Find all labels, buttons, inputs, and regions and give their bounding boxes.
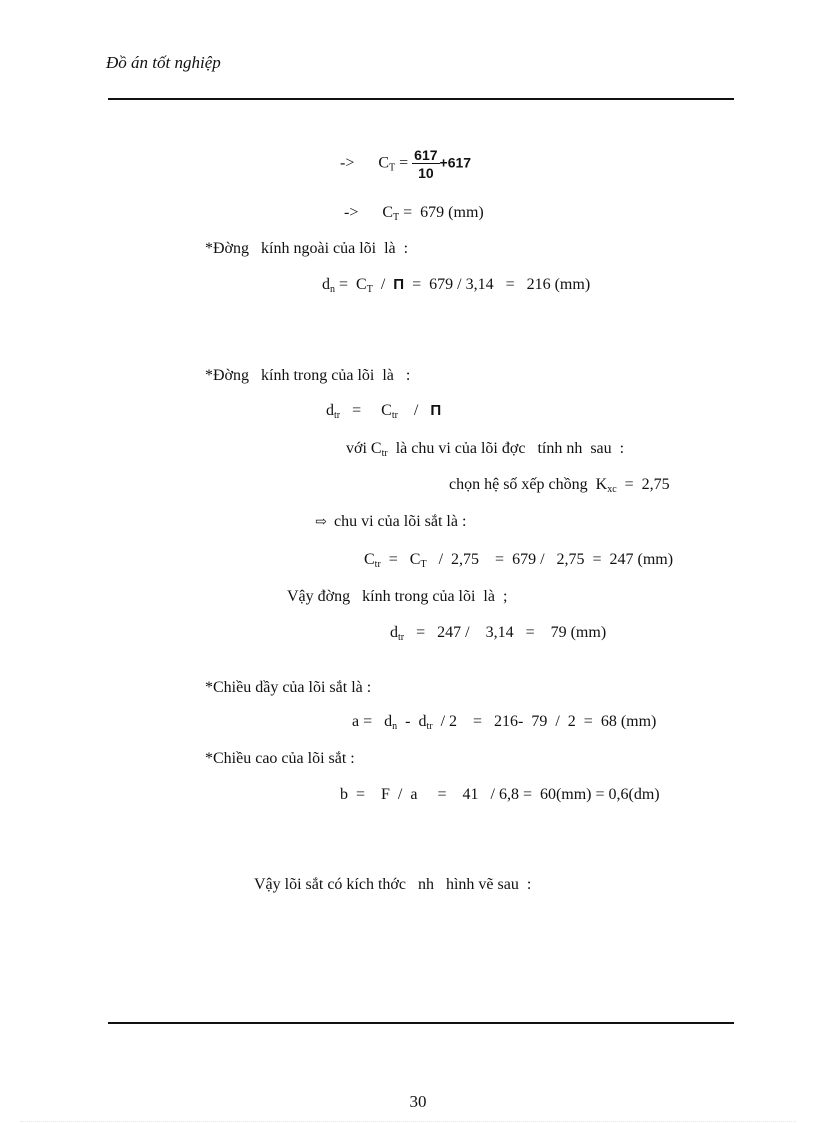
ctr-symbol: C <box>364 551 375 568</box>
page-number: 30 <box>409 1092 427 1111</box>
fraction <box>412 148 439 180</box>
dtr-symbol: d <box>390 624 398 641</box>
stacking-factor-label: chọn hệ số xếp chồng K <box>449 476 608 493</box>
ct-symbol: C <box>378 154 390 172</box>
implies-arrow-icon: ⇨ <box>315 515 327 530</box>
note-text: là chu vi của lõi đợc tính nh sau : <box>387 440 625 457</box>
footer-rule <box>108 1022 734 1024</box>
pi-symbol: Π <box>430 402 442 419</box>
fraction-denominator: 10 <box>418 165 434 181</box>
outer-diameter-heading: *Đờng kính ngoài của lõi là : <box>205 240 409 257</box>
ct-symbol: = C <box>380 551 421 568</box>
note-subscript: tr <box>381 448 388 459</box>
ctr-subscript: tr <box>391 410 398 421</box>
ct-subscript: T <box>389 162 396 174</box>
perimeter-label-line <box>312 514 466 530</box>
dtr-symbol: d <box>326 402 334 419</box>
conclusion-text: Vậy lõi sắt có kích thớc nh hình vẽ sau : <box>254 876 532 893</box>
ct-subscript: T <box>366 284 373 295</box>
ct-symbol: = C <box>335 276 367 293</box>
header-rule <box>108 98 734 100</box>
outer-diameter-value: = 679 / 3,14 = 216 (mm) <box>404 276 591 293</box>
inner-diameter-formula <box>326 403 441 421</box>
dtr-symbol: - d <box>397 713 427 730</box>
thickness-prefix: a = d <box>352 713 393 730</box>
slash: / <box>372 276 394 293</box>
fraction-numerator: 617 <box>414 147 438 163</box>
outer-diameter-formula <box>322 277 590 295</box>
inner-diameter-value: = 247 / 3,14 = 79 (mm) <box>404 624 607 641</box>
dtr-subscript: tr <box>398 632 405 643</box>
equals-sign: = <box>399 154 409 172</box>
arrow-text: -> <box>344 204 359 221</box>
plus-term: +617 <box>439 154 472 171</box>
pi-symbol: Π <box>393 276 405 293</box>
perimeter-label: chu vi của lõi sắt là : <box>334 513 467 530</box>
ct-value: = 679 (mm) <box>403 204 484 221</box>
ctr-symbol: = C <box>340 402 392 419</box>
inner-diameter-result <box>390 625 606 643</box>
arrow-text: -> <box>340 154 355 172</box>
ct-symbol: C <box>382 204 394 221</box>
ctr-note <box>346 441 624 459</box>
ctr-subscript: tr <box>374 559 381 570</box>
dtr-subscript: tr <box>334 410 341 421</box>
dn-subscript: n <box>330 284 335 295</box>
ct-subscript: T <box>420 559 427 570</box>
ct-subscript: T <box>393 212 400 223</box>
height-formula: b = F / a = 41 / 6,8 = 60(mm) = 0,6(dm) <box>340 786 660 803</box>
thickness-heading: *Chiều dầy của lõi sắt là : <box>205 679 372 696</box>
page-header-title: Đồ án tốt nghiệp <box>106 53 221 72</box>
note-prefix: với C <box>346 440 382 457</box>
stacking-factor-value: = 2,75 <box>616 476 670 493</box>
height-heading: *Chiều cao của lõi sắt : <box>205 750 355 767</box>
kxc-subscript: xc <box>607 484 617 495</box>
dn-symbol: d <box>322 276 330 293</box>
inner-diameter-heading: *Đờng kính trong của lõi là : <box>205 367 411 384</box>
inner-diameter-result-heading: Vậy đờng kính trong của lõi là ; <box>287 588 508 605</box>
formula-ct-result <box>344 205 484 223</box>
thickness-formula <box>352 714 656 732</box>
stacking-factor-line <box>449 477 670 495</box>
dn-subscript: n <box>392 721 398 732</box>
slash: / <box>397 402 431 419</box>
thickness-value: / 2 = 216- 79 / 2 = 68 (mm) <box>432 713 657 730</box>
perimeter-formula <box>364 552 673 570</box>
perimeter-value: / 2,75 = 679 / 2,75 = 247 (mm) <box>426 551 674 568</box>
formula-ct-fraction <box>340 148 471 180</box>
dtr-subscript: tr <box>426 721 433 732</box>
